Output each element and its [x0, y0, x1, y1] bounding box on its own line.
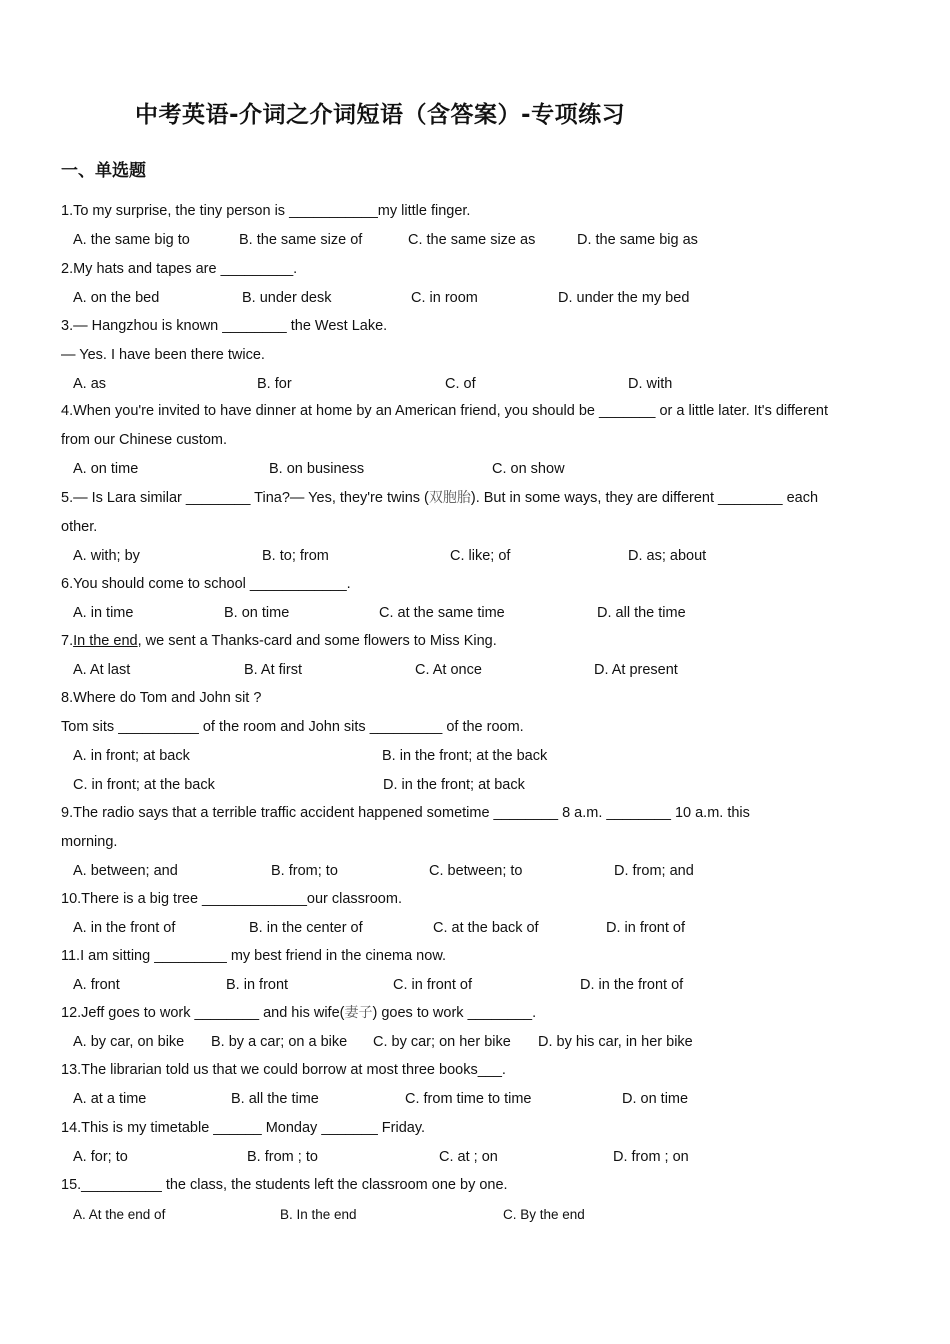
option-d[interactable]: D. from ; on: [613, 1149, 689, 1165]
question-stem: 8.Where do Tom and John sit ?: [61, 690, 262, 706]
options: [61, 1143, 891, 1172]
option-a[interactable]: A. At the end of: [73, 1207, 166, 1222]
question-11: [61, 942, 891, 1000]
options: [61, 1085, 891, 1114]
question-stem-line-2: Tom sits __________ of the room and John sits _________ of the room.: [61, 719, 524, 735]
option-c[interactable]: C. of: [445, 376, 476, 392]
option-b[interactable]: B. to; from: [262, 548, 329, 564]
option-b[interactable]: B. in front: [226, 977, 289, 993]
options: [61, 455, 891, 484]
option-c[interactable]: C. at the back of: [433, 920, 539, 936]
question-stem: 15.__________ the class, the students left the classroom one by one.: [61, 1177, 508, 1193]
option-a[interactable]: A. in the front of: [73, 920, 176, 936]
option-d[interactable]: D. from; and: [614, 863, 694, 879]
option-a[interactable]: A. At last: [73, 662, 131, 678]
section-heading: 一、单选题: [61, 161, 146, 181]
question-stem-line-2: other.: [61, 519, 98, 535]
question-stem: 13.The librarian told us that we could borrow at most three books___.: [61, 1062, 506, 1078]
question-stem: 14.This is my timetable ______ Monday _______ Friday.: [61, 1120, 426, 1136]
option-a[interactable]: A. front: [73, 977, 120, 993]
question-stem: 1.To my surprise, the tiny person is ___________my little finger.: [61, 203, 471, 219]
option-b[interactable]: B. from ; to: [247, 1149, 318, 1165]
option-a[interactable]: A. with; by: [73, 548, 140, 564]
option-d[interactable]: D. on time: [622, 1091, 689, 1107]
question-10: [61, 885, 891, 943]
option-c[interactable]: C. By the end: [503, 1207, 585, 1222]
option-c[interactable]: C. in room: [411, 290, 478, 306]
option-c[interactable]: C. like; of: [450, 548, 511, 564]
question-2: [61, 255, 891, 313]
options: [61, 914, 891, 943]
options: [61, 1200, 891, 1229]
question-stem: 10.There is a big tree _____________our classroom.: [61, 891, 402, 907]
page-title: 中考英语-介词之介词短语（含答案）-专项练习: [135, 102, 626, 128]
question-stem-line-2: from our Chinese custom.: [61, 432, 228, 448]
question-1: [61, 197, 891, 255]
underlined-phrase: In the end: [73, 633, 138, 649]
option-c[interactable]: C. in front; at the back: [73, 777, 215, 793]
question-stem: 7.In the end, we sent a Thanks-card and some flowers to Miss King.: [61, 633, 497, 649]
option-a[interactable]: A. as: [73, 376, 107, 392]
chinese-gloss: 双胞胎: [428, 490, 471, 506]
option-a[interactable]: A. on the bed: [73, 290, 160, 306]
options: [61, 226, 891, 255]
option-c[interactable]: C. the same size as: [408, 232, 536, 248]
options-row-2: [61, 771, 891, 800]
question-8: [61, 684, 891, 800]
option-b[interactable]: B. under desk: [242, 290, 332, 306]
question-9: [61, 799, 891, 886]
option-c[interactable]: C. at ; on: [439, 1149, 498, 1165]
option-b[interactable]: B. the same size of: [239, 232, 363, 248]
option-b[interactable]: B. on time: [224, 605, 290, 621]
option-b[interactable]: B. by a car; on a bike: [211, 1034, 348, 1050]
question-stem: 3.— Hangzhou is known ________ the West Lake.: [61, 318, 388, 334]
option-a[interactable]: A. by car, on bike: [73, 1034, 185, 1050]
chinese-gloss: 妻子: [344, 1005, 373, 1021]
option-d[interactable]: D. in front of: [606, 920, 685, 936]
question-14: [61, 1114, 891, 1172]
question-stem: 11.I am sitting _________ my best friend in the cinema now.: [61, 948, 447, 964]
question-stem: 4.When you're invited to have dinner at home by an American friend, you should be _______ or a little later. It's different: [61, 403, 828, 419]
question-stem-line-2: morning.: [61, 834, 118, 850]
option-b[interactable]: B. from; to: [271, 863, 338, 879]
option-b[interactable]: B. At first: [244, 662, 303, 678]
options: [61, 370, 891, 399]
option-a[interactable]: A. at a time: [73, 1091, 147, 1107]
option-d[interactable]: D. all the time: [597, 605, 686, 621]
question-12: [61, 999, 891, 1057]
option-b[interactable]: B. all the time: [231, 1091, 319, 1107]
option-d[interactable]: D. as; about: [628, 548, 707, 564]
option-c[interactable]: C. from time to time: [405, 1091, 532, 1107]
options: [61, 599, 891, 628]
option-c[interactable]: C. at the same time: [379, 605, 505, 621]
option-a[interactable]: A. in front; at back: [73, 748, 190, 764]
option-b[interactable]: B. in the center of: [249, 920, 363, 936]
option-d[interactable]: D. the same big as: [577, 232, 698, 248]
option-d[interactable]: D. in the front; at back: [383, 777, 525, 793]
question-stem: 5.— Is Lara similar ________ Tina?— Yes, they're twins (双胞胎). But in some ways, they are different ________ each: [61, 490, 819, 506]
question-3: [61, 312, 891, 399]
question-7: [61, 627, 891, 685]
question-stem-line-2: — Yes. I have been there twice.: [61, 347, 265, 363]
option-d[interactable]: D. with: [628, 376, 673, 392]
options: [61, 1028, 891, 1057]
question-5: [61, 484, 891, 571]
options: [61, 857, 891, 886]
options: [61, 971, 891, 1000]
option-c[interactable]: C. on show: [492, 461, 565, 477]
option-a[interactable]: A. for; to: [73, 1149, 128, 1165]
option-d[interactable]: D. At present: [594, 662, 678, 678]
option-c[interactable]: C. At once: [415, 662, 482, 678]
option-d[interactable]: D. in the front of: [580, 977, 684, 993]
option-c[interactable]: C. by car; on her bike: [373, 1034, 511, 1050]
question-stem: 12.Jeff goes to work ________ and his wife(妻子) goes to work ________.: [61, 1005, 537, 1021]
option-c[interactable]: C. between; to: [429, 863, 523, 879]
options: [61, 742, 891, 771]
question-13: [61, 1056, 891, 1114]
option-b[interactable]: B. for: [257, 376, 292, 392]
options: [61, 542, 891, 571]
option-d[interactable]: D. by his car, in her bike: [538, 1034, 693, 1050]
option-a[interactable]: A. the same big to: [73, 232, 190, 248]
question-stem: 9.The radio says that a terrible traffic accident happened sometime ________ 8 a.m. ________ 10 a.m. this: [61, 805, 750, 821]
option-a[interactable]: A. between; and: [73, 863, 178, 879]
question-stem: 2.My hats and tapes are _________.: [61, 261, 298, 277]
question-stem: 6.You should come to school ____________.: [61, 576, 351, 592]
option-c[interactable]: C. in front of: [393, 977, 472, 993]
option-d[interactable]: D. under the my bed: [558, 290, 690, 306]
question-6: [61, 570, 891, 628]
option-b[interactable]: B. In the end: [280, 1207, 357, 1222]
options: [61, 284, 891, 313]
option-b[interactable]: B. on business: [269, 461, 365, 477]
question-4: [61, 397, 891, 484]
question-15: [61, 1171, 891, 1229]
option-b[interactable]: B. in the front; at the back: [382, 748, 548, 764]
options: [61, 656, 891, 685]
option-a[interactable]: A. in time: [73, 605, 134, 621]
option-a[interactable]: A. on time: [73, 461, 139, 477]
